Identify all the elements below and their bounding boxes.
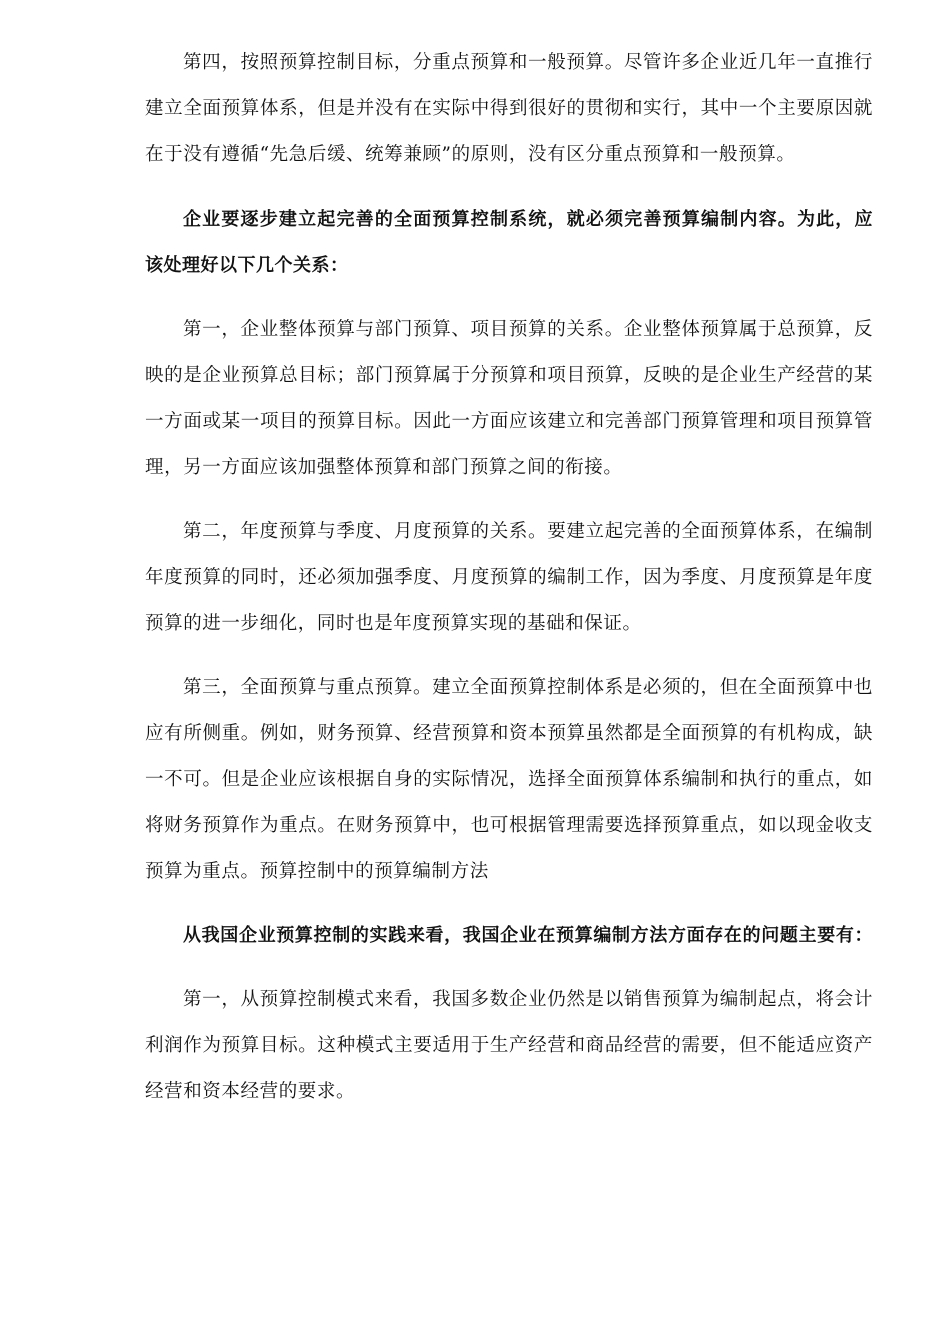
text-line: 第三，全面预算与重点预算。建立全面预算控制体系是必须的，但在全面预算中也 [183, 677, 873, 698]
text-line: 第四，按照预算控制目标，分重点预算和一般预算。尽管许多企业近几年一直推行 [183, 52, 873, 73]
text-line: 企业要逐步建立起完善的全面预算控制系统，就必须完善预算编制内容。为此，应 [183, 209, 873, 230]
text-line: 该处理好以下几个关系： [145, 255, 349, 276]
text-line: 第二，年度预算与季度、月度预算的关系。要建立起完善的全面预算体系，在编制 [183, 521, 873, 542]
text-line: 利润作为预算目标。这种模式主要适用于生产经营和商品经营的需要，但不能适应资产 [145, 1035, 873, 1056]
text-line: 预算的进一步细化，同时也是年度预算实现的基础和保证。 [145, 613, 642, 634]
text-line: 第一，企业整体预算与部门预算、项目预算的关系。企业整体预算属于总预算，反 [183, 319, 873, 340]
text-line: 一不可。但是企业应该根据自身的实际情况，选择全面预算体系编制和执行的重点，如 [145, 769, 873, 790]
text-line: 经营和资本经营的要求。 [145, 1081, 356, 1102]
text-line: 从我国企业预算控制的实践来看，我国企业在预算编制方法方面存在的问题主要有： [183, 925, 873, 946]
text-line: 建立全面预算体系，但是并没有在实际中得到很好的贯彻和实行，其中一个主要原因就 [145, 98, 873, 119]
text-line: 将财务预算作为重点。在财务预算中，也可根据管理需要选择预算重点，如以现金收支 [145, 815, 873, 836]
text-line: 理，另一方面应该加强整体预算和部门预算之间的衔接。 [145, 457, 623, 478]
text-line: 第一，从预算控制模式来看，我国多数企业仍然是以销售预算为编制起点，将会计 [183, 989, 873, 1010]
text-line: 映的是企业预算总目标；部门预算属于分预算和项目预算，反映的是企业生产经营的某 [145, 365, 873, 386]
text-line: 应有所侧重。例如，财务预算、经营预算和资本预算虽然都是全面预算的有机构成，缺 [145, 723, 873, 744]
text-line: 一方面或某一项目的预算目标。因此一方面应该建立和完善部门预算管理和项目预算管 [145, 411, 873, 432]
text-line: 在于没有遵循“先急后缓、统筹兼顾”的原则，没有区分重点预算和一般预算。 [145, 144, 796, 165]
text-line: 预算为重点。预算控制中的预算编制方法 [145, 861, 489, 882]
text-line: 年度预算的同时，还必须加强季度、月度预算的编制工作，因为季度、月度预算是年度 [145, 567, 873, 588]
